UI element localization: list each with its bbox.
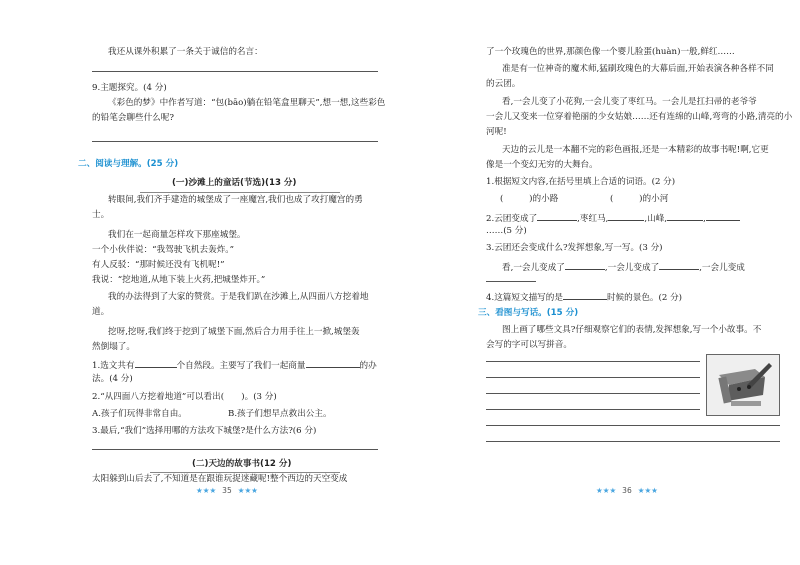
passage-1-para-1: 转眼间,我们齐手建造的城堡成了一座魔宫,我们也成了攻打魔宫的勇 [108,195,363,205]
title-underline [150,472,340,473]
r-q3-blank-2[interactable] [659,260,699,270]
page-footer-left [196,486,258,495]
q1-part-d: 法。(4 分) [92,374,133,384]
passage-2-para-1: 太阳躲到山后去了,不知道是在跟谁玩捉迷藏呢!整个西边的天空变成 [92,474,348,484]
section-2-heading: 二、阅读与理解。(25 分) [78,159,179,169]
passage-2-para-4: 天边的云儿是一本翻不完的彩色画报,还是一本精彩的故事书呢!啊,它更 [502,145,769,155]
passage-1-para-3: 一个小伙伴说：“我驾驶飞机去轰炸。” [92,245,234,255]
star-decor-icon: ★★★ [596,486,617,495]
passage-2-para-1-cont: 了一个玫瑰色的世界,那颜色像一个婴儿脸蛋(huàn)一般,鲜红…… [486,47,735,57]
writing-line[interactable] [486,425,780,426]
q9-heading: 9.主题探究。(4 分) [92,83,167,93]
passage-1-para-5: 我说：“挖地道,从地下装上火药,把城堡炸开。” [92,275,266,285]
star-decor-icon: ★★★ [637,486,658,495]
star-decor-icon: ★★★ [237,486,258,495]
passage-2-title: (二)天边的故事书(12 分) [192,459,292,469]
passage-2-para-4b: 像是一个变幻无穷的大舞台。 [486,160,598,170]
r-q2-blank-4[interactable] [706,211,740,221]
passage-1-para-6b: 道。 [92,307,110,317]
q2-option-b[interactable]: B.孩子们想早点救出公主。 [228,409,332,419]
passage-1-para-7b: 然倒塌了。 [92,342,135,352]
passage-2-para-3b: 一会儿又变来一位穿着艳丽的少女姑娘……还有连绵的山峰,弯弯的小路,清亮的小 [486,112,793,122]
writing-line[interactable] [486,377,700,378]
q2-option-a[interactable]: A.孩子们玩得非常自由。 [92,409,187,419]
q1-part-b: 个自然段。主要写了我们一起商量 [176,361,306,371]
passage-1-para-4: 有人反驳：“那时候还没有飞机呢!” [92,260,225,270]
page-number: 36 [622,486,632,495]
writing-instruction-2: 会写的字可以写拼音。 [486,340,572,350]
passage-1-title: (一)沙滩上的童话(节选)(13 分) [172,178,297,188]
answer-line[interactable] [92,449,378,450]
r-q3-blank-3[interactable] [486,281,536,282]
writing-line[interactable] [486,393,700,394]
writing-line[interactable] [486,441,780,442]
writing-line[interactable] [486,361,700,362]
right-page [400,0,800,565]
question-1 [92,358,377,372]
r-q1-item-path: ( )的小路 [500,194,559,204]
page-number: 35 [222,486,232,495]
r-q1-item-river: ( )的小河 [610,194,669,204]
stationery-picture [706,354,780,416]
star-decor-icon: ★★★ [196,486,217,495]
passage-1-para-6: 我的办法得到了大家的赞赏。于是我们趴在沙滩上,从四面八方挖着地 [108,292,369,302]
section-3-heading: 三、看图与写话。(15 分) [478,308,579,318]
r-q2-blank-2[interactable] [608,211,644,221]
r-q2-score: ……(5 分) [486,226,527,236]
writing-instruction-1: 图上画了哪些文具?仔细观察它们的表情,发挥想象,写一个小故事。不 [502,325,762,335]
writing-line[interactable] [486,409,700,410]
question-3: 3.最后,“我们”选择用哪的方法攻下城堡?是什么方法?(6 分) [92,426,317,436]
q9-body-1: 《彩色的梦》中作者写道：“包(bāo)躺在铅笔盒里聊天”,想一想,这些彩色 [108,98,386,108]
q1-part-c: 的办 [359,361,377,371]
passage-1-para-1b: 士。 [92,210,110,220]
r-question-2: 2.云团变成了 ,枣红马, ,山峰, , [486,211,740,225]
passage-2-para-3: 看,一会儿变了小花狗,一会儿变了枣红马。一会儿是扛扫帚的老爷爷 [502,97,757,107]
stationery-illustration-icon [707,355,779,415]
r-q2-blank-3[interactable] [667,211,703,221]
r-q4-blank[interactable] [563,290,607,300]
passage-2-para-2: 准是有一位神奇的魔术师,猛刷玫瑰色的大幕后面,开始表演各种各样不同 [502,64,774,74]
passage-1-para-7: 挖呀,挖呀,我们终于挖到了城堡下面,然后合力用手往上一掀,城堡轰 [108,327,360,337]
r-q2-blank-1[interactable] [537,211,577,221]
q1-blank-2[interactable] [306,358,360,368]
r-question-3: 3.云团还会变成什么?发挥想象,写一写。(3 分) [486,243,663,253]
q9-body-2: 的铅笔会聊些什么呢? [92,113,174,123]
r-question-1: 1.根据短文内容,在括号里填上合适的词语。(2 分) [486,177,676,187]
passage-2-para-3c: 河呢! [486,127,507,137]
passage-2-para-2b: 的云团。 [486,79,521,89]
r-q3-sentence: 看,一会儿变成了 ,一会儿变成了 ,一会儿变成 [502,260,745,274]
passage-1-para-2: 我们在一起商量怎样攻下那座城堡。 [108,230,246,240]
question-2: 2.“从四面八方挖着地道”可以看出( )。(3 分) [92,392,277,402]
answer-line[interactable] [92,141,378,142]
q1-blank-1[interactable] [135,358,177,368]
r-q3-blank-1[interactable] [565,260,605,270]
page-footer-right [596,486,658,495]
r-question-4: 4.这篇短文描写的是 时候的景色。(2 分) [486,290,682,304]
q1-part-a: 1.选文共有 [92,361,135,371]
title-underline [140,192,340,193]
q8-text: 我还从课外积累了一条关于诚信的名言： [108,47,263,57]
answer-line[interactable] [92,71,378,72]
